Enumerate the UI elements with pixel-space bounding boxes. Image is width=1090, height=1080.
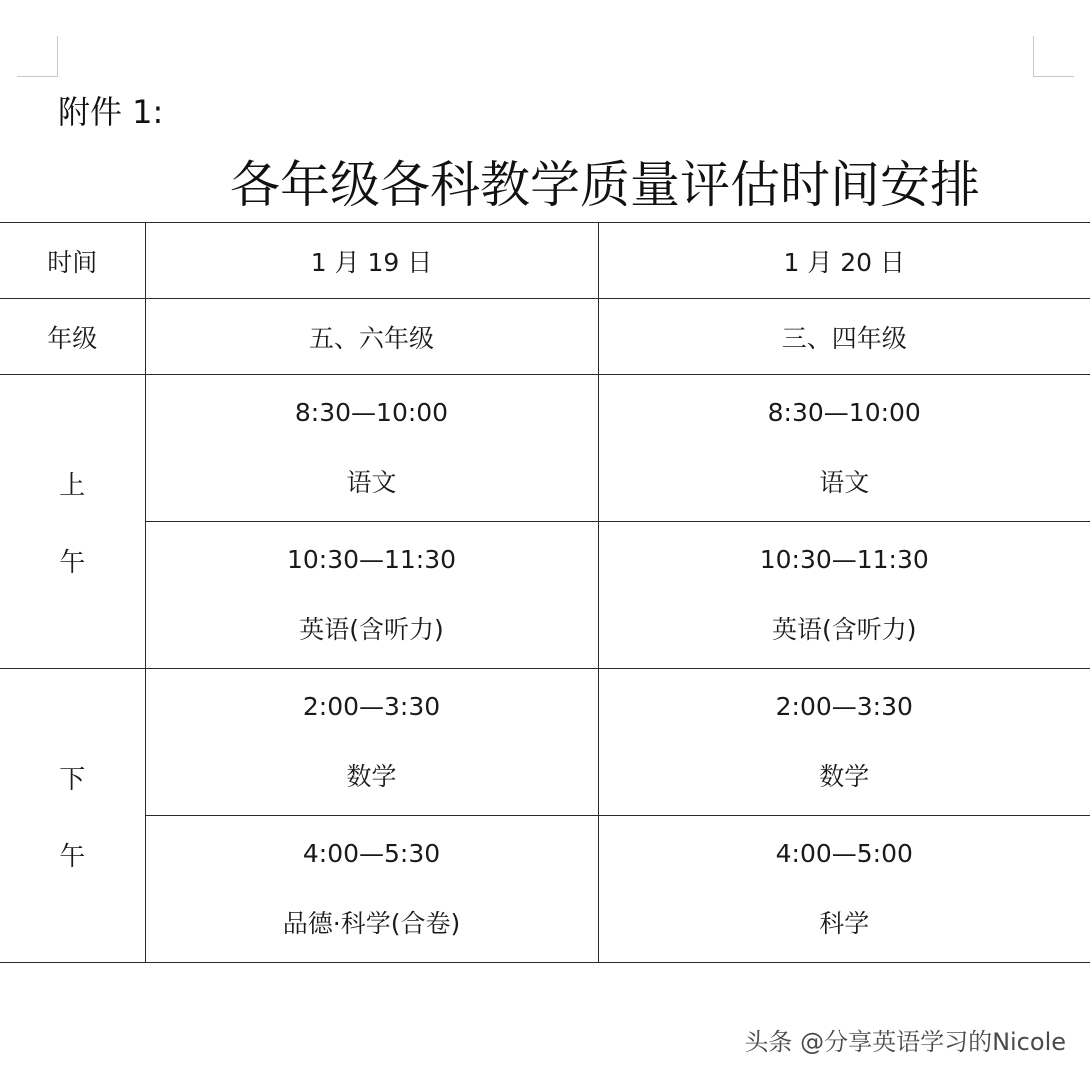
exam-slot-cell (145, 669, 598, 816)
exam-slot-cell (598, 375, 1090, 522)
afternoon-slot-1-row (0, 669, 1090, 816)
exam-slot-cell (598, 669, 1090, 816)
exam-slot-cell (598, 816, 1090, 963)
date-cell-day2: 1 月 20 日 (598, 223, 1090, 299)
afternoon-slot-2-row (0, 816, 1090, 963)
morning-label-bottom: 午 (59, 547, 86, 578)
time-row-label: 时间 (0, 223, 145, 299)
exam-subject: 品德·科学(合卷) (282, 909, 461, 938)
exam-time: 10:30—11:30 (286, 545, 457, 574)
exam-slot-cell (145, 816, 598, 963)
exam-time: 2:00—3:30 (302, 692, 441, 721)
page-corner-mark-top-left (17, 36, 58, 77)
exam-subject: 语文 (346, 468, 397, 497)
morning-label-top: 上 (59, 470, 86, 501)
exam-subject: 数学 (346, 762, 397, 791)
afternoon-label-bottom: 午 (59, 841, 86, 872)
exam-subject: 英语(含听力) (771, 615, 917, 644)
document-title: 各年级各科教学质量评估时间安排 (230, 156, 980, 214)
exam-time: 8:30—10:00 (294, 398, 449, 427)
date-cell-day1: 1 月 19 日 (145, 223, 598, 299)
exam-subject: 数学 (819, 762, 870, 791)
grade-cell-day1: 五、六年级 (145, 299, 598, 375)
source-watermark: 头条 @分享英语学习的Nicole (744, 1028, 1066, 1056)
exam-subject: 科学 (819, 909, 870, 938)
exam-time: 2:00—3:30 (775, 692, 913, 721)
exam-time: 4:00—5:30 (302, 839, 441, 868)
attachment-label: 附件 1: (58, 93, 164, 131)
schedule-table (0, 222, 1090, 963)
grade-cell-day2: 三、四年级 (598, 299, 1090, 375)
date-row (0, 223, 1090, 299)
grade-row-label: 年级 (0, 299, 145, 375)
exam-slot-cell (145, 375, 598, 522)
exam-slot-cell (598, 522, 1090, 669)
exam-time: 4:00—5:00 (775, 839, 913, 868)
grade-row (0, 299, 1090, 375)
afternoon-label-top: 下 (59, 764, 86, 795)
exam-subject: 英语(含听力) (299, 615, 444, 644)
exam-subject: 语文 (819, 468, 870, 497)
exam-slot-cell (145, 522, 598, 669)
morning-slot-2-row (0, 522, 1090, 669)
exam-time: 8:30—10:00 (767, 398, 921, 427)
exam-time: 10:30—11:30 (759, 545, 929, 574)
page-corner-mark-top-right (1033, 36, 1074, 77)
morning-period-cell (0, 375, 145, 669)
morning-slot-1-row (0, 375, 1090, 522)
afternoon-period-cell (0, 669, 145, 963)
